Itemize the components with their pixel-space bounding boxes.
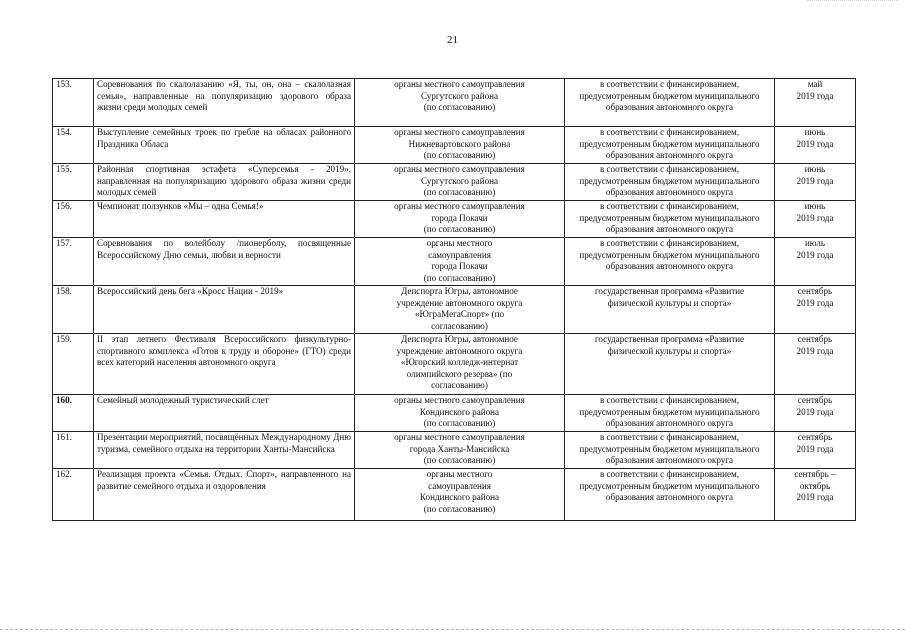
row-number: 159. [53,334,94,395]
responsible-executor-line: (по согласованию) [423,272,496,283]
event-date-line: 2019 года [796,492,834,503]
responsible-executor-line: города Покачи [431,261,488,272]
financing-source-line: государственная программа «Развитие [594,334,745,344]
responsible-executor-line: Сургутского района [420,90,499,101]
responsible-executor-line: Сургутского района [420,175,499,186]
responsible-executor [355,469,565,521]
financing-source-line: в соответствии с финансированием, [599,395,740,405]
event-date-line: 2019 года [796,212,834,223]
scan-corner-mark [807,0,899,1]
responsible-executor-line: Депспорта Югры, автономное [401,334,518,344]
responsible-executor-line: олимпийского резерва» (по [406,368,513,379]
financing-source-line: предусмотренным бюджетом муниципального [579,138,760,149]
financing-source [565,432,775,469]
event-date-line: 2019 года [796,175,834,186]
financing-source-line: в соответствии с финансированием, [599,79,740,89]
table-row [53,79,856,127]
row-number: 158. [53,286,94,334]
row-number: 155. [53,164,94,201]
event-date [775,395,856,432]
event-name: Всероссийский день бега «Кросс Нации - 2019» [94,286,355,334]
responsible-executor-line: Депспорта Югры, автономное [401,286,518,296]
table-row [53,395,856,432]
financing-source-line: в соответствии с финансированием, [599,238,740,248]
financing-source-line: физической культуры и спорта» [607,297,732,308]
responsible-executor [355,201,565,238]
responsible-executor-line: учреждение автономного округа [396,345,523,356]
financing-source-line: образования автономного округа [605,150,734,161]
responsible-executor-line: органы местного самоуправления [394,201,525,211]
event-date [775,238,856,286]
financing-source-line: предусмотренным бюджетом муниципального [579,443,760,454]
responsible-executor-line: органы местного самоуправления [394,127,525,137]
event-date [775,334,856,395]
event-date [775,79,856,127]
events-table [52,78,856,521]
table-row [53,127,856,164]
financing-source-line: образования автономного округа [605,224,734,235]
financing-source-line: государственная программа «Развитие [594,286,745,296]
financing-source-line: предусмотренным бюджетом муниципального [579,90,760,101]
table-row [53,164,856,201]
financing-source-line: образования автономного округа [605,187,734,198]
financing-source [565,469,775,521]
row-number: 161. [53,432,94,469]
event-name: Выступление семейных троек по гребле на обласах районного Праздника Обласа [94,127,355,164]
event-date [775,469,856,521]
financing-source-line: в соответствии с финансированием, [599,469,740,479]
responsible-executor-line: органы местного [426,238,493,248]
responsible-executor-line: (по согласованию) [423,187,496,198]
event-date-line: 2019 года [796,138,834,149]
event-date-line: июль [804,238,826,248]
responsible-executor-line: (по согласованию) [423,503,496,514]
responsible-executor [355,79,565,127]
event-date-line: сентябрь [797,432,833,442]
financing-source-line: предусмотренным бюджетом муниципального [579,480,760,491]
event-date-line: июнь [804,201,826,211]
responsible-executor-line: города Покачи [431,212,488,223]
responsible-executor-line: Нижневартовского района [408,138,511,149]
financing-source-line: предусмотренным бюджетом муниципального [579,212,760,223]
event-name: Районная спортивная эстафета «Суперсемья - 2019», направленная на популяризацию здорового образа жизни среди молодых семей [94,164,355,201]
responsible-executor-line: согласованию) [431,380,488,391]
table-row [53,238,856,286]
responsible-executor [355,238,565,286]
responsible-executor-line: «Югорский колледж-интернат [400,357,519,368]
responsible-executor-line: органы местного самоуправления [394,79,525,89]
financing-source [565,395,775,432]
financing-source-line: предусмотренным бюджетом муниципального [579,175,760,186]
event-name: Презентации мероприятий, посвящённых Международному Дню туризма, семейного отдыха на территории Ханты-Мансийска [94,432,355,469]
responsible-executor-line: органы местного самоуправления [394,395,525,405]
event-date-line: октябрь [799,480,831,491]
row-number: 153. [53,79,94,127]
responsible-executor [355,127,565,164]
event-date-line: сентябрь [797,286,833,296]
event-date [775,127,856,164]
responsible-executor-line: (по согласованию) [423,150,496,161]
responsible-executor-line: (по согласованию) [423,102,496,113]
responsible-executor [355,286,565,334]
event-name: Чемпионат ползунков «Мы – одна Семья!» [94,201,355,238]
event-name: Соревнования по скалолазанию «Я, ты, он, она – скалолазная семья», направленные на популяризацию здорового образа жизни среди молодых семей [94,79,355,127]
row-number: 157. [53,238,94,286]
responsible-executor-line: (по согласованию) [423,455,496,466]
event-name: Соревнования по волейболу /пионерболу, посвященные Всероссийскому Дню семьи, любви и верности [94,238,355,286]
responsible-executor-line: Кондинского района [419,492,500,503]
financing-source-line: предусмотренным бюджетом муниципального [579,249,760,260]
table-row [53,432,856,469]
responsible-executor [355,164,565,201]
event-date-line: 2019 года [796,406,834,417]
responsible-executor-line: самоуправления [428,249,491,260]
responsible-executor-line: (по согласованию) [423,418,496,429]
table-row [53,334,856,395]
row-number: 156. [53,201,94,238]
event-date-line: июнь [804,127,826,137]
financing-source-line: в соответствии с финансированием, [599,201,740,211]
responsible-executor [355,334,565,395]
financing-source [565,127,775,164]
event-date-line: 2019 года [796,249,834,260]
financing-source-line: предусмотренным бюджетом муниципального [579,406,760,417]
event-date [775,164,856,201]
event-date-line: сентябрь – [794,469,836,479]
row-number: 160. [53,395,94,432]
responsible-executor-line: «ЮграМегаСпорт» (по [414,309,505,320]
event-date [775,432,856,469]
responsible-executor [355,432,565,469]
financing-source [565,334,775,395]
financing-source [565,238,775,286]
table-row [53,469,856,521]
financing-source-line: образования автономного округа [605,102,734,113]
financing-source-line: образования автономного округа [605,418,734,429]
financing-source [565,79,775,127]
responsible-executor-line: (по согласованию) [423,224,496,235]
row-number: 154. [53,127,94,164]
financing-source [565,286,775,334]
event-date [775,286,856,334]
page-number: 21 [447,34,458,46]
event-date-line: 2019 года [796,443,834,454]
financing-source [565,201,775,238]
bottom-scan-line [0,629,905,630]
table-row [53,201,856,238]
financing-source-line: в соответствии с финансированием, [599,164,740,174]
table-row [53,286,856,334]
event-date-line: 2019 года [796,297,834,308]
responsible-executor-line: согласованию) [431,320,488,331]
event-name: Семейный молодежный туристический слет [94,395,355,432]
event-date-line: июнь [804,164,826,174]
event-date-line: сентябрь [797,334,833,344]
event-date-line: 2019 года [796,90,834,101]
event-date [775,201,856,238]
financing-source [565,164,775,201]
responsible-executor-line: города Ханты-Мансийска [409,443,510,454]
responsible-executor-line: органы местного самоуправления [394,164,525,174]
row-number: 162. [53,469,94,521]
financing-source-line: образования автономного округа [605,492,734,503]
responsible-executor-line: Кондинского района [419,406,500,417]
responsible-executor [355,395,565,432]
event-name: Реализация проекта «Семья. Отдых. Спорт», направленного на развитие семейного отдыха и оздоровления [94,469,355,521]
event-date-line: сентябрь [797,395,833,405]
responsible-executor-line: органы местного [426,469,493,479]
event-date-line: май [807,79,823,89]
financing-source-line: в соответствии с финансированием, [599,432,740,442]
financing-source-line: в соответствии с финансированием, [599,127,740,137]
financing-source-line: образования автономного округа [605,455,734,466]
event-date-line: 2019 года [796,345,834,356]
financing-source-line: физической культуры и спорта» [607,345,732,356]
financing-source-line: образования автономного округа [605,261,734,272]
event-name: II этап летнего Фестиваля Всероссийского физкультурно-спортивного комплекса «Готов к труду и обороне» (ГТО) среди всех категорий населения автономного округа [94,334,355,395]
responsible-executor-line: органы местного самоуправления [394,432,525,442]
responsible-executor-line: самоуправления [428,480,491,491]
responsible-executor-line: учреждение автономного округа [396,297,523,308]
